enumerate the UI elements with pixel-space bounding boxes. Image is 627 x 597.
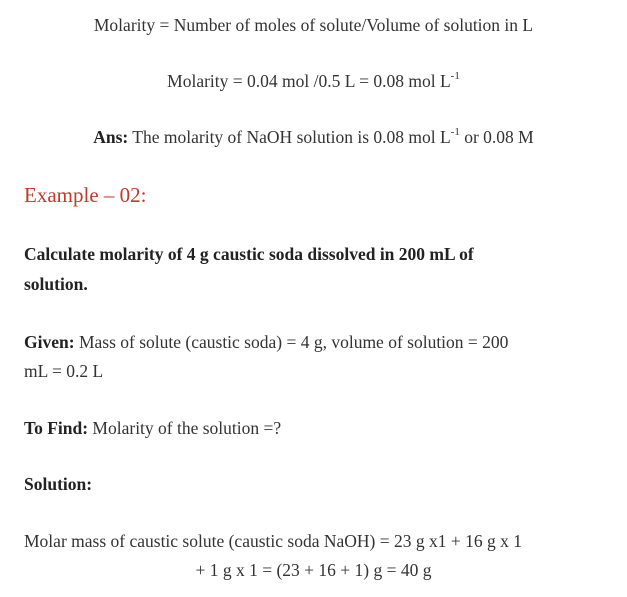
- solution-line-1: [24, 530, 614, 552]
- given-text-2: mL = 0.2 L: [24, 361, 104, 381]
- given-line-2: [24, 360, 614, 382]
- answer-label: Ans:: [93, 127, 129, 147]
- molarity-calculation-exponent: -1: [450, 70, 460, 83]
- solution-line-2: [0, 559, 627, 581]
- solution-heading: [24, 473, 614, 495]
- question-line-1-text: Calculate molarity of 4 g caustic soda dissolved in 200 mL of: [24, 244, 474, 264]
- solution-text-2: + 1 g x 1 = (23 + 16 + 1) g = 40 g: [195, 560, 432, 580]
- solution-label: Solution:: [24, 474, 93, 494]
- question-line-1: [24, 243, 614, 265]
- given-text-1: Mass of solute (caustic soda) = 4 g, volume of solution = 200: [74, 332, 509, 352]
- answer-exponent: -1: [450, 126, 460, 139]
- to-find-line: [24, 417, 614, 439]
- given-label: Given:: [24, 332, 75, 352]
- molarity-definition: [0, 14, 627, 36]
- answer-text: The molarity of NaOH solution is 0.08 mol L: [128, 127, 451, 147]
- answer-suffix: or 0.08 M: [459, 127, 534, 147]
- given-line-1: [24, 331, 614, 353]
- question-line-2: [24, 273, 614, 295]
- to-find-text: Molarity of the solution =?: [88, 418, 282, 438]
- molarity-calculation: [0, 70, 627, 92]
- question-line-2-text: solution.: [24, 274, 88, 294]
- example-heading: [24, 182, 614, 208]
- to-find-label: To Find:: [24, 418, 89, 438]
- molarity-definition-text: Molarity = Number of moles of solute/Volume of solution in L: [93, 15, 534, 35]
- molarity-calculation-text: Molarity = 0.04 mol /0.5 L = 0.08 mol L: [167, 71, 451, 91]
- answer-line: [0, 126, 627, 148]
- example-heading-text: Example – 02:: [24, 183, 147, 207]
- solution-text-1: Molar mass of caustic solute (caustic soda NaOH) = 23 g x1 + 16 g x 1: [24, 531, 522, 551]
